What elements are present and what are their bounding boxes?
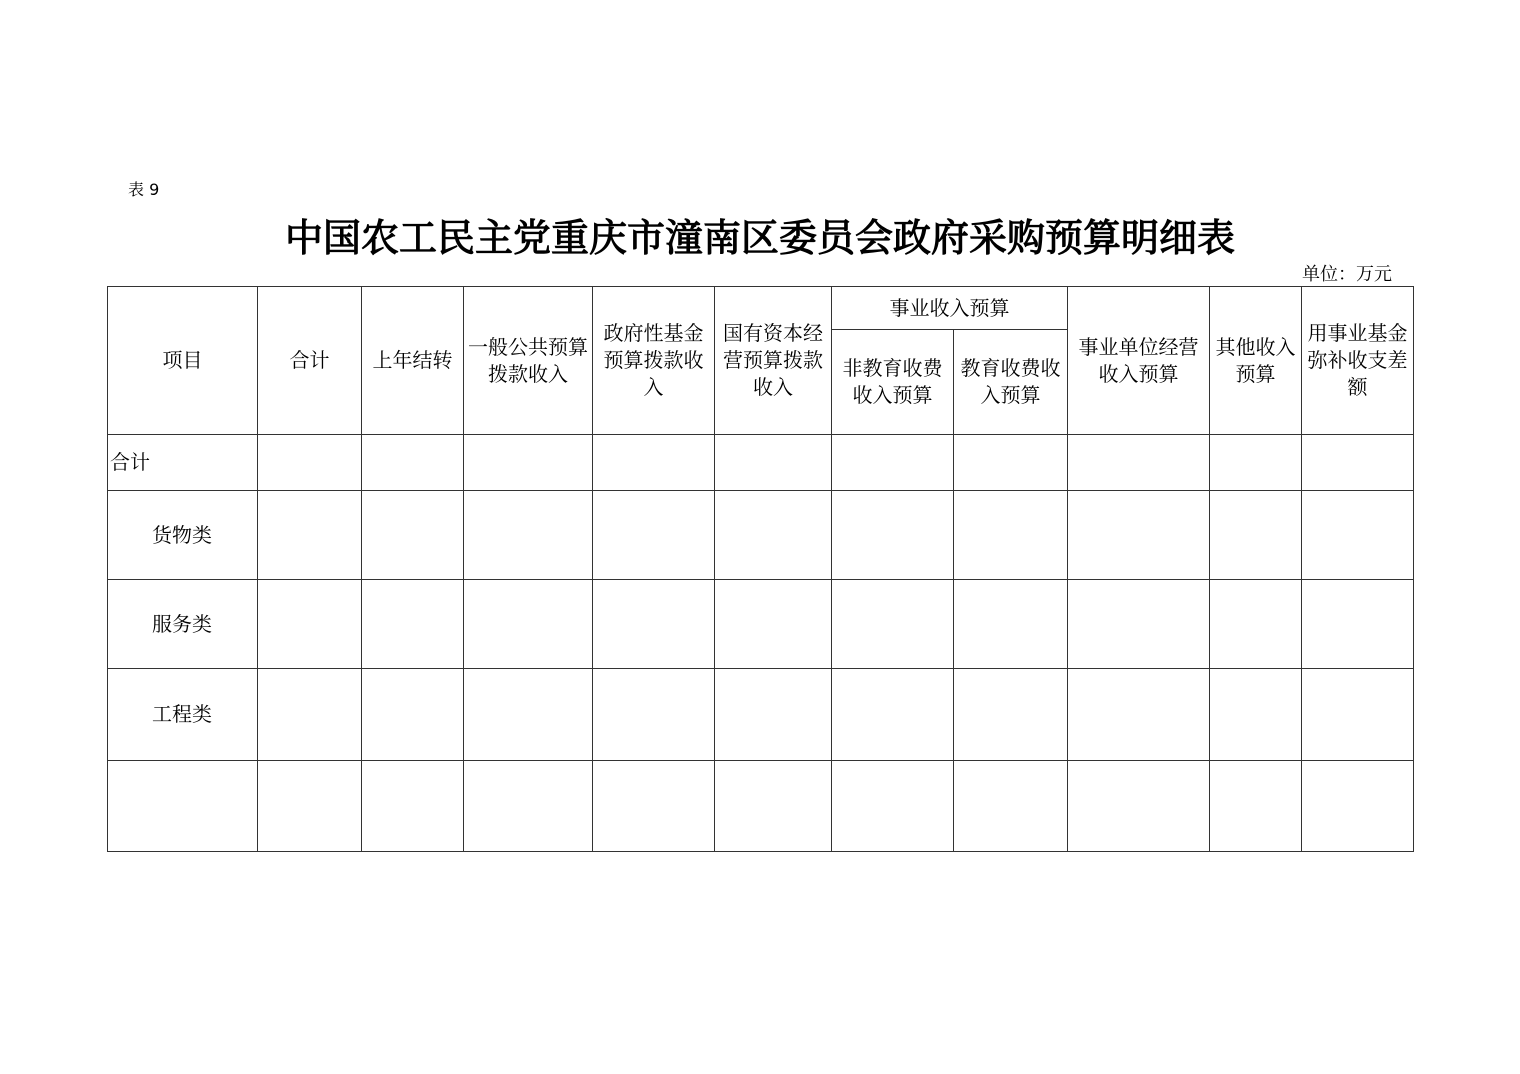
table-cell [593, 761, 715, 852]
table-cell [1302, 435, 1414, 491]
table-cell [954, 669, 1068, 761]
table-row [108, 435, 1414, 491]
table-cell [832, 580, 954, 669]
table-cell [1210, 669, 1302, 761]
table-cell [593, 669, 715, 761]
table-row [108, 491, 1414, 580]
table-cell [464, 669, 593, 761]
table-cell [1302, 669, 1414, 761]
table-cell [593, 580, 715, 669]
table-cell [1210, 491, 1302, 580]
header-edu-fee: 教育收费收入预算 [954, 330, 1068, 435]
row-label: 服务类 [108, 580, 258, 669]
table-cell [1068, 761, 1210, 852]
table-cell [715, 491, 832, 580]
header-unit-operating: 事业单位经营收入预算 [1068, 287, 1210, 435]
table-row [108, 761, 1414, 852]
unit-label: 单位：万元 [1302, 264, 1392, 285]
table-cell [362, 761, 464, 852]
table-cell [258, 669, 362, 761]
table-cell [1068, 669, 1210, 761]
table-cell [464, 580, 593, 669]
table-cell [954, 491, 1068, 580]
table-cell [593, 435, 715, 491]
table-cell [1068, 491, 1210, 580]
table-row [108, 580, 1414, 669]
table-cell [258, 761, 362, 852]
table-cell [832, 491, 954, 580]
table-cell [954, 580, 1068, 669]
row-label [108, 761, 258, 852]
table-cell [593, 491, 715, 580]
table-cell [1210, 435, 1302, 491]
table-row [108, 669, 1414, 761]
table-cell [715, 580, 832, 669]
table-cell [258, 435, 362, 491]
table-cell [954, 761, 1068, 852]
table-cell [832, 761, 954, 852]
header-undertaking-group: 事业收入预算 [832, 287, 1068, 330]
header-non-edu-fee: 非教育收费收入预算 [832, 330, 954, 435]
table-cell [715, 669, 832, 761]
header-row-1 [108, 287, 1414, 330]
header-carryover: 上年结转 [362, 287, 464, 435]
row-label: 工程类 [108, 669, 258, 761]
table-cell [1302, 491, 1414, 580]
header-state-capital: 国有资本经营预算拨款收入 [715, 287, 832, 435]
table-cell [1210, 580, 1302, 669]
header-item: 项目 [108, 287, 258, 435]
table-number: 表 9 [128, 180, 160, 199]
table-cell [715, 761, 832, 852]
table-cell [1210, 761, 1302, 852]
page-title: 中国农工民主党重庆市潼南区委员会政府采购预算明细表 [284, 216, 1235, 260]
table-cell [362, 435, 464, 491]
row-label: 合计 [108, 435, 258, 491]
header-fund-offset: 用事业基金弥补收支差额 [1302, 287, 1414, 435]
table-cell [464, 491, 593, 580]
header-gov-fund: 政府性基金预算拨款收入 [593, 287, 715, 435]
table-cell [1068, 580, 1210, 669]
table-cell [464, 761, 593, 852]
header-other-income: 其他收入预算 [1210, 287, 1302, 435]
table-cell [954, 435, 1068, 491]
table-cell [1302, 580, 1414, 669]
table-cell [362, 580, 464, 669]
table-cell [258, 491, 362, 580]
table-cell [1302, 761, 1414, 852]
table-cell [362, 491, 464, 580]
table-cell [715, 435, 832, 491]
procurement-budget-table [107, 286, 1414, 852]
table-cell [832, 669, 954, 761]
header-general-public: 一般公共预算拨款收入 [464, 287, 593, 435]
table-cell [362, 669, 464, 761]
row-label: 货物类 [108, 491, 258, 580]
table-cell [464, 435, 593, 491]
table-cell [1068, 435, 1210, 491]
table-cell [258, 580, 362, 669]
table-cell [832, 435, 954, 491]
header-total: 合计 [258, 287, 362, 435]
